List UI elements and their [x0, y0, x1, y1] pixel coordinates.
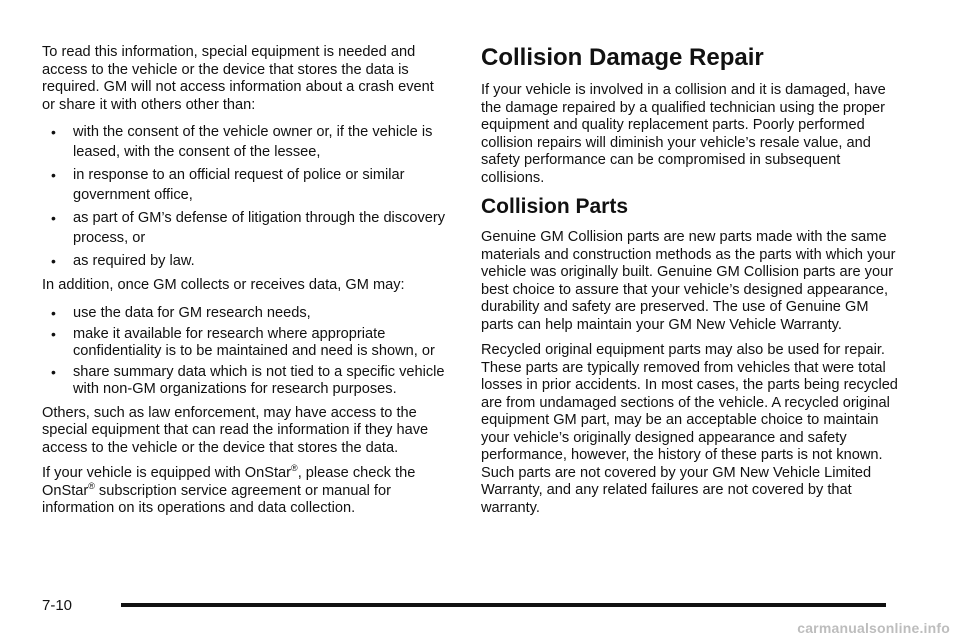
bullet-icon: •	[51, 210, 56, 226]
list-item: • make it available for research where appropriate confidentiality is to be maintained and need is shown, or	[51, 325, 435, 359]
list-item: • share summary data which is not tied to a specific vehicle with non-GM organizations for research purposes.	[51, 363, 445, 397]
list-item: • with the consent of the vehicle owner or, if the vehicle is leased, with the consent of the lessee,	[51, 124, 433, 160]
lead-paragraph: In addition, once GM collects or receives data, GM may:	[42, 277, 405, 293]
list-item: • in response to an official request of police or similar government office,	[51, 167, 405, 203]
bullet-icon: •	[51, 363, 56, 380]
collision-parts-heading: Collision Parts	[481, 195, 629, 218]
bullet-icon: •	[51, 325, 56, 342]
bullet-icon: •	[51, 167, 56, 183]
footer-divider	[121, 603, 886, 607]
watermark: carmanualsonline.info	[797, 620, 950, 636]
right-column	[481, 44, 901, 525]
gm-use-list	[42, 303, 447, 399]
registered-mark: ®	[291, 463, 298, 473]
recycled-parts-paragraph: Recycled original equipment parts may also be used for repair. These parts are typically removed from vehicles that were total losses in prior accidents. In most cases, the parts being recycled are from undamaged sections of the vehicle. A recycled original equipment GM part, may be an acceptable choice to maintain your vehicle’s originally designed appearance and safety performance, however, the history of these parts is not known. Such parts are not covered by your GM New Vehicle Limited Warranty, and any related failures are not covered by that warranty.	[481, 342, 898, 516]
collision-damage-repair-heading: Collision Damage Repair	[481, 44, 764, 71]
registered-mark: ®	[88, 480, 95, 491]
others-paragraph: Others, such as law enforcement, may have access to the special equipment that can read the information if they have access to the vehicle or the device that stores the data.	[42, 404, 429, 456]
left-column	[42, 44, 447, 526]
list-item: • use the data for GM research needs,	[51, 304, 311, 321]
page-number: 7-10	[42, 597, 73, 614]
consent-list	[42, 122, 447, 271]
bullet-icon: •	[51, 304, 56, 321]
list-item: • as part of GM’s defense of litigation through the discovery process, or	[51, 210, 446, 246]
bullet-icon: •	[51, 124, 56, 140]
genuine-parts-paragraph: Genuine GM Collision parts are new parts made with the same materials and construction methods as the parts with which your vehicle was originally built. Genuine GM Collision parts are your best choice to assure that your vehicle’s designed appearance, durability and safety are preserved. The use of Genuine GM parts can help maintain your GM New Vehicle Warranty.	[481, 229, 896, 333]
list-item: • as required by law.	[51, 253, 195, 269]
repair-paragraph: If your vehicle is involved in a collision and it is damaged, have the damage repaired by a qualified technician using the proper equipment and quality replacement parts. Poorly performed collision repairs will diminish your vehicle’s resale value, and safety performance can be compromised in subsequent collisions.	[481, 82, 886, 186]
intro-paragraph: To read this information, special equipment is needed and access to the vehicle or the device that stores the data is required. GM will not access information about a crash event or share it with others other than:	[42, 44, 434, 113]
onstar-paragraph: If your vehicle is equipped with OnStar®, please check the OnStar® subscription service agreement or manual for information on its operations and data collection.	[42, 463, 416, 516]
bullet-icon: •	[51, 253, 56, 269]
